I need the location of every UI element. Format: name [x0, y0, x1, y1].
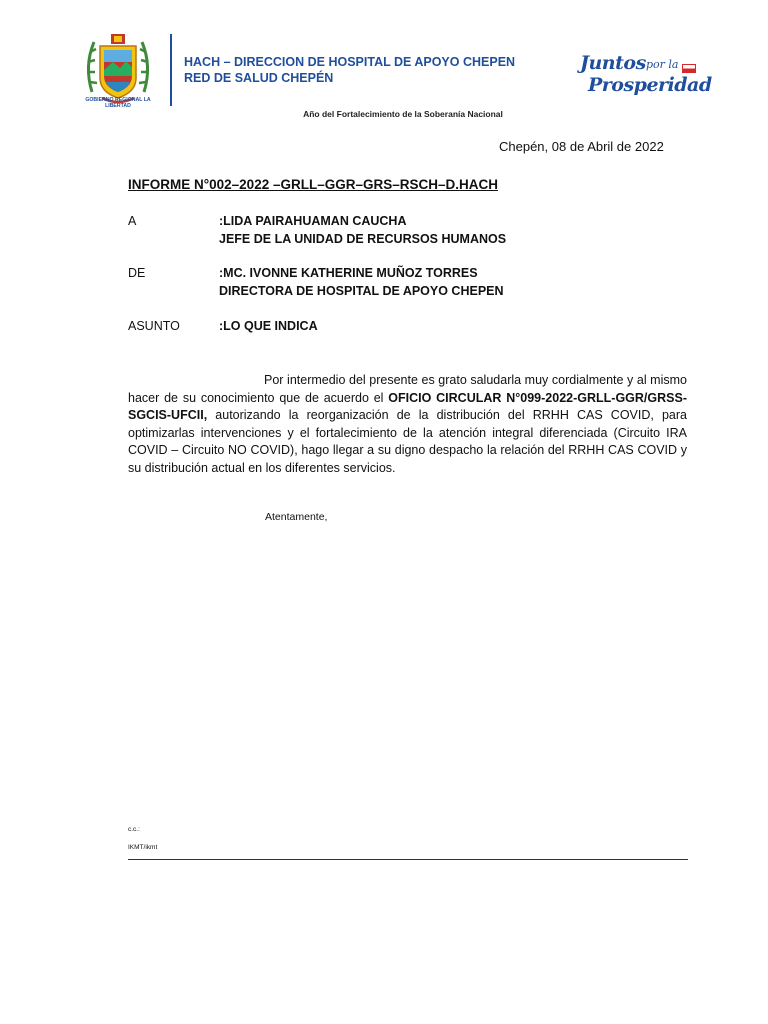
- year-motto: Año del Fortalecimiento de la Soberanía Nacional: [303, 109, 503, 119]
- flag-icon: [682, 64, 696, 73]
- circular-reference: OFICIO CIRCULAR N°099-2022-GRLL-GGR/GRSS-SGCIS-UFCII,: [128, 390, 687, 423]
- to-label: A: [128, 214, 137, 228]
- from-position: DIRECTORA DE HOSPITAL DE APOYO CHEPEN: [219, 284, 504, 298]
- from-name: :MC. IVONNE KATHERINE MUÑOZ TORRES: [219, 266, 478, 280]
- to-name: :LIDA PAIRAHUAMAN CAUCHA: [219, 214, 407, 228]
- header-divider: [170, 34, 172, 106]
- juntos-por-la-prosperidad-logo: Juntos por la Prosperidad: [580, 52, 712, 96]
- footer-divider: [128, 859, 688, 860]
- document-title: INFORME N°002–2022 –GRLL–GGR–GRS–RSCH–D.HACH: [128, 177, 498, 192]
- to-position: JEFE DE LA UNIDAD DE RECURSOS HUMANOS: [219, 232, 507, 246]
- subject-value: :LO QUE INDICA: [219, 319, 318, 333]
- body-paragraph: Por intermedio del presente es grato saludarla muy cordialmente y al mismo hacer de su conocimiento que de acuerdo el OFICIO CIRCULAR N°099-2022-GRLL-GGR/GRSS-SGCIS-UFCII, autorizando la reorganización de la distribución del RRHH CAS COVID, para optimizarlas intervenciones y el fortalecimiento de la atención integral diferenciada (Circuito IRA COVID – Circuito NO COVID), hago llegar a su digno despacho la relación del RRHH CAS COVID y su distribución actual en los diferentes servicios.: [128, 373, 687, 475]
- cc-label: c.c.:: [128, 826, 140, 833]
- from-label: DE: [128, 266, 146, 280]
- document-date: Chepén, 08 de Abril de 2022: [499, 139, 664, 154]
- header-institution: HACH – DIRECCION DE HOSPITAL DE APOYO CHEPEN: [184, 55, 516, 69]
- closing: Atentamente,: [265, 511, 328, 523]
- initials: IKMT/ikmt: [128, 844, 158, 851]
- header-network: RED DE SALUD CHEPÉN: [184, 71, 334, 85]
- subject-label: ASUNTO: [128, 319, 180, 333]
- logo-caption: GOBIERNO REGIONAL LA LIBERTAD: [85, 97, 151, 109]
